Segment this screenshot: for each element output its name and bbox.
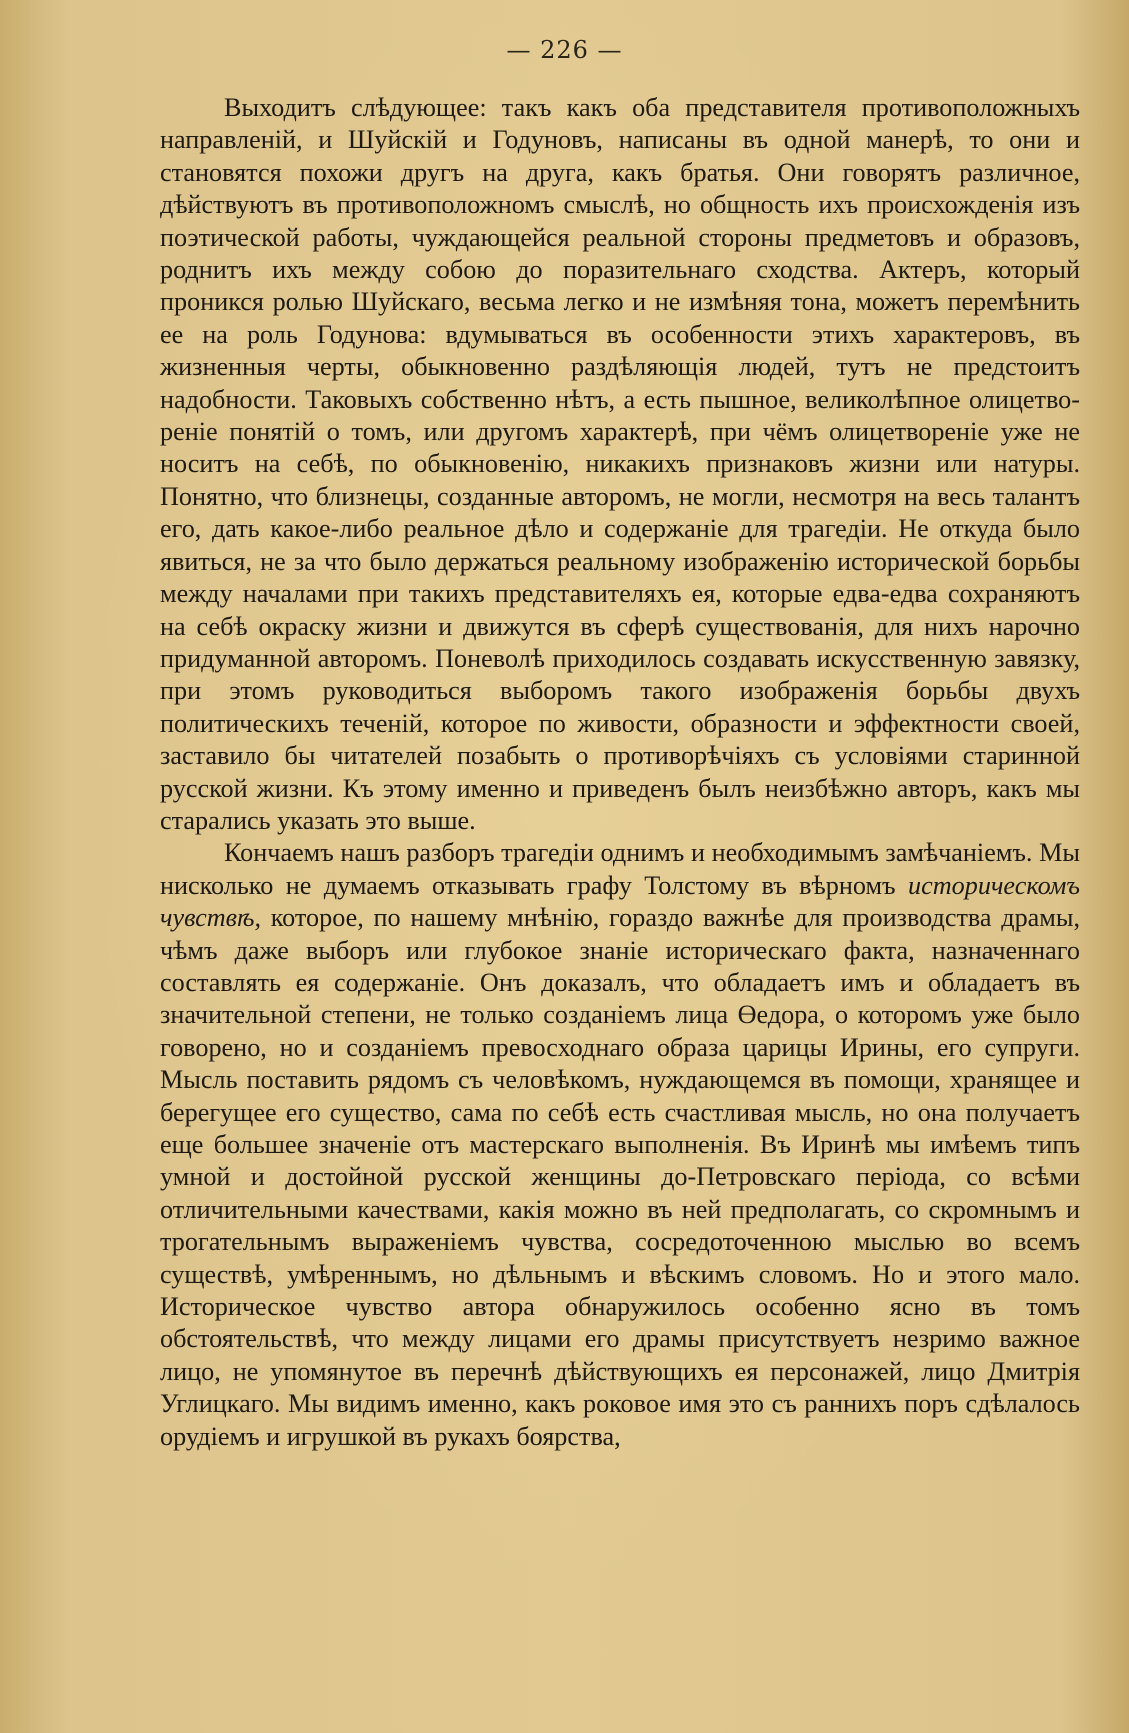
body-text bbox=[160, 92, 1080, 1453]
paragraph-2 bbox=[160, 837, 1080, 1453]
paragraph-2-text-end: которое, по нашему мнѣнію, гораздо важнѣе для производства драмы, чѣмъ даже выборъ или глубокое знаніе историческаго факта, назначеннаго составлять ея содержаніе. Онъ доказалъ, что обладаетъ имъ и обладаетъ въ значительной степени, не только созданіемъ лица Өедора, о которомъ уже было говорено, но и созданіемъ превосходнаго образа царицы Ирины, его супруги. Мысль поставить рядомъ съ человѣкомъ, нуждающемся въ помощи, хранящее и берегущее его существо, сама по себѣ есть счастливая мысль, но она получаетъ еще большее значеніе отъ мастерскаго выполненія. Въ Иринѣ мы имѣемъ типъ умной и достойной русской женщины до-Петровскаго періода, со всѣми отличительными качествами, какія можно въ ней предполагать, со скромнымъ и трогательнымъ выраженіемъ чувства, сосредоточенною мыслью во всемъ существѣ, умѣреннымъ, но дѣльнымъ и вѣскимъ словомъ. Но и этого мало. Историческое чувство автора обнаружилось особенно ясно въ томъ обстоятельствѣ, что между лицами его драмы присутствуетъ незримо важное лицо, не упомянутое въ перечнѣ дѣйствующихъ ея персонажей, лицо Дмитрія Углицкаго. Мы видимъ именно, какъ роковое имя это съ раннихъ поръ сдѣлалось орудіемъ и игрушкой въ рукахъ боярства, bbox=[160, 903, 1080, 1451]
paragraph-2-text-start: Кончаемъ нашъ разборъ трагедіи однимъ и необходимымъ замѣчаніемъ. Мы нисколько не думаемъ отказывать графу Толстому въ вѣрномъ bbox=[160, 838, 1080, 900]
page-number: — 226 — bbox=[506, 36, 623, 64]
paragraph-1-text: Выходитъ слѣдующее: такъ какъ оба представителя противоположныхъ направленій, и Шуйскій и Годуновъ, написаны въ одной манерѣ, то они и становятся похожи другъ на друга, какъ братья. Они говорятъ различное, дѣйствуютъ въ противоположномъ смыслѣ, но общность ихъ происхожденія изъ поэтической работы, чуждающейся реальной стороны предметовъ и образовъ, роднитъ ихъ между собою до поразительнаго сходства. Актеръ, который проникся ролью Шуйскаго, весьма легко и не измѣняя тона, можетъ перемѣнить ее на роль Годунова: вдумываться въ особенности этихъ характеровъ, въ жизненныя черты, обыкновенно раздѣляющія людей, тутъ не предстоитъ надобности. Таковыхъ собственно нѣтъ, а есть пышное, великолѣпное олицетвореніе понятій о томъ, или другомъ характерѣ, при чёмъ олицетвореніе уже не носитъ на себѣ, по обыкновенію, никакихъ признаковъ жизни или натуры. Понятно, что близнецы, созданные авторомъ, не могли, несмотря на весь талантъ его, дать какое-либо реальное дѣло и содержаніе для трагедіи. Не откуда было явиться, не за что было держаться реальному изображенію исторической борьбы между началами при такихъ представителяхъ ея, которые едва-едва сохраняютъ на себѣ окраску жизни и движутся въ сферѣ существованія, для нихъ нарочно придуманной авторомъ. Поневолѣ приходилось создавать искусственную завязку, при этомъ руководиться выборомъ такого изображенія борьбы двухъ политическихъ теченій, которое по живости, образности и эффектности своей, заставило бы читателей позабыть о противорѣчіяхъ съ условіями старинной русской жизни. Къ этому именно и приведенъ былъ неизбѣжно авторъ, какъ мы старались указать это выше. bbox=[160, 93, 1080, 835]
paragraph-1 bbox=[160, 92, 1080, 837]
italic-phrase: историческомъ чувствѣ, bbox=[160, 870, 1080, 933]
